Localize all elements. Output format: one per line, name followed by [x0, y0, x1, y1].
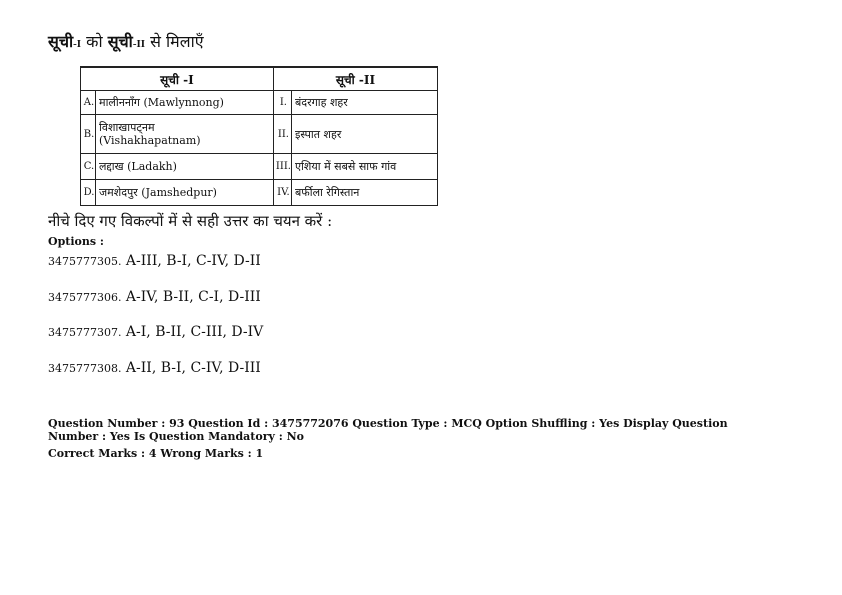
title-prefix: सूची — [48, 32, 74, 51]
row-item: लद्दाख (Ladakh) — [96, 154, 274, 180]
row-match: इस्पात शहर — [291, 115, 437, 154]
row-key: C. — [81, 154, 96, 180]
option-item[interactable] — [48, 289, 261, 305]
row-num: III. — [273, 154, 291, 180]
options-label: Options : — [48, 235, 104, 248]
row-match: एशिया में सबसे साफ गांव — [291, 154, 437, 180]
option-text: A-IV, B-II, C-I, D-III — [121, 289, 261, 305]
row-match: बर्फीला रेगिस्तान — [291, 180, 437, 206]
option-id: 3475777307. — [48, 326, 122, 339]
table-row — [81, 115, 438, 154]
title-prefix2: सूची — [107, 32, 133, 51]
option-text: A-I, B-II, C-III, D-IV — [121, 324, 264, 340]
row-num: IV. — [273, 180, 291, 206]
option-id: 3475777305. — [48, 255, 122, 268]
row-item-hindi: विशाखापट्नम — [99, 121, 155, 134]
option-item[interactable] — [48, 253, 261, 269]
table-header-list2: सूची -II — [273, 67, 437, 91]
option-item[interactable] — [48, 360, 261, 376]
option-id: 3475777306. — [48, 291, 122, 304]
row-key: A. — [81, 91, 96, 115]
row-num: I. — [273, 91, 291, 115]
title-suffix: से मिलाएँ — [145, 32, 204, 51]
option-text: A-III, B-I, C-IV, D-II — [121, 253, 261, 269]
option-text: A-II, B-I, C-IV, D-III — [121, 360, 261, 376]
question-title — [48, 30, 204, 52]
row-key: B. — [81, 115, 96, 154]
instruction-text: नीचे दिए गए विकल्पों में से सही उत्तर का चयन करें : — [48, 212, 333, 230]
table-row — [81, 180, 438, 206]
table-header-list1: सूची -I — [81, 67, 274, 91]
marks-meta: Correct Marks : 4 Wrong Marks : 1 — [48, 447, 264, 460]
match-table — [80, 66, 438, 206]
option-item[interactable] — [48, 324, 263, 340]
table-row — [81, 154, 438, 180]
row-item — [96, 115, 274, 154]
option-id: 3475777308. — [48, 362, 122, 375]
title-list2: -II — [132, 38, 146, 50]
row-item-english: (Vishakhapatnam) — [99, 134, 201, 147]
row-key: D. — [81, 180, 96, 206]
row-num: II. — [273, 115, 291, 154]
row-item: जमशेदपुर (Jamshedpur) — [96, 180, 274, 206]
table-row — [81, 91, 438, 115]
row-item: मालीननॉंग (Mawlynnong) — [96, 91, 274, 115]
row-match: बंदरगाह शहर — [291, 91, 437, 115]
title-list1: -I — [73, 38, 82, 50]
question-meta: Question Number : 93 Question Id : 3475772076 Question Type : MCQ Option Shuffling : Yes Display Question Number : Yes Is Question Mandatory : No — [48, 417, 728, 443]
title-mid: को — [81, 32, 108, 51]
